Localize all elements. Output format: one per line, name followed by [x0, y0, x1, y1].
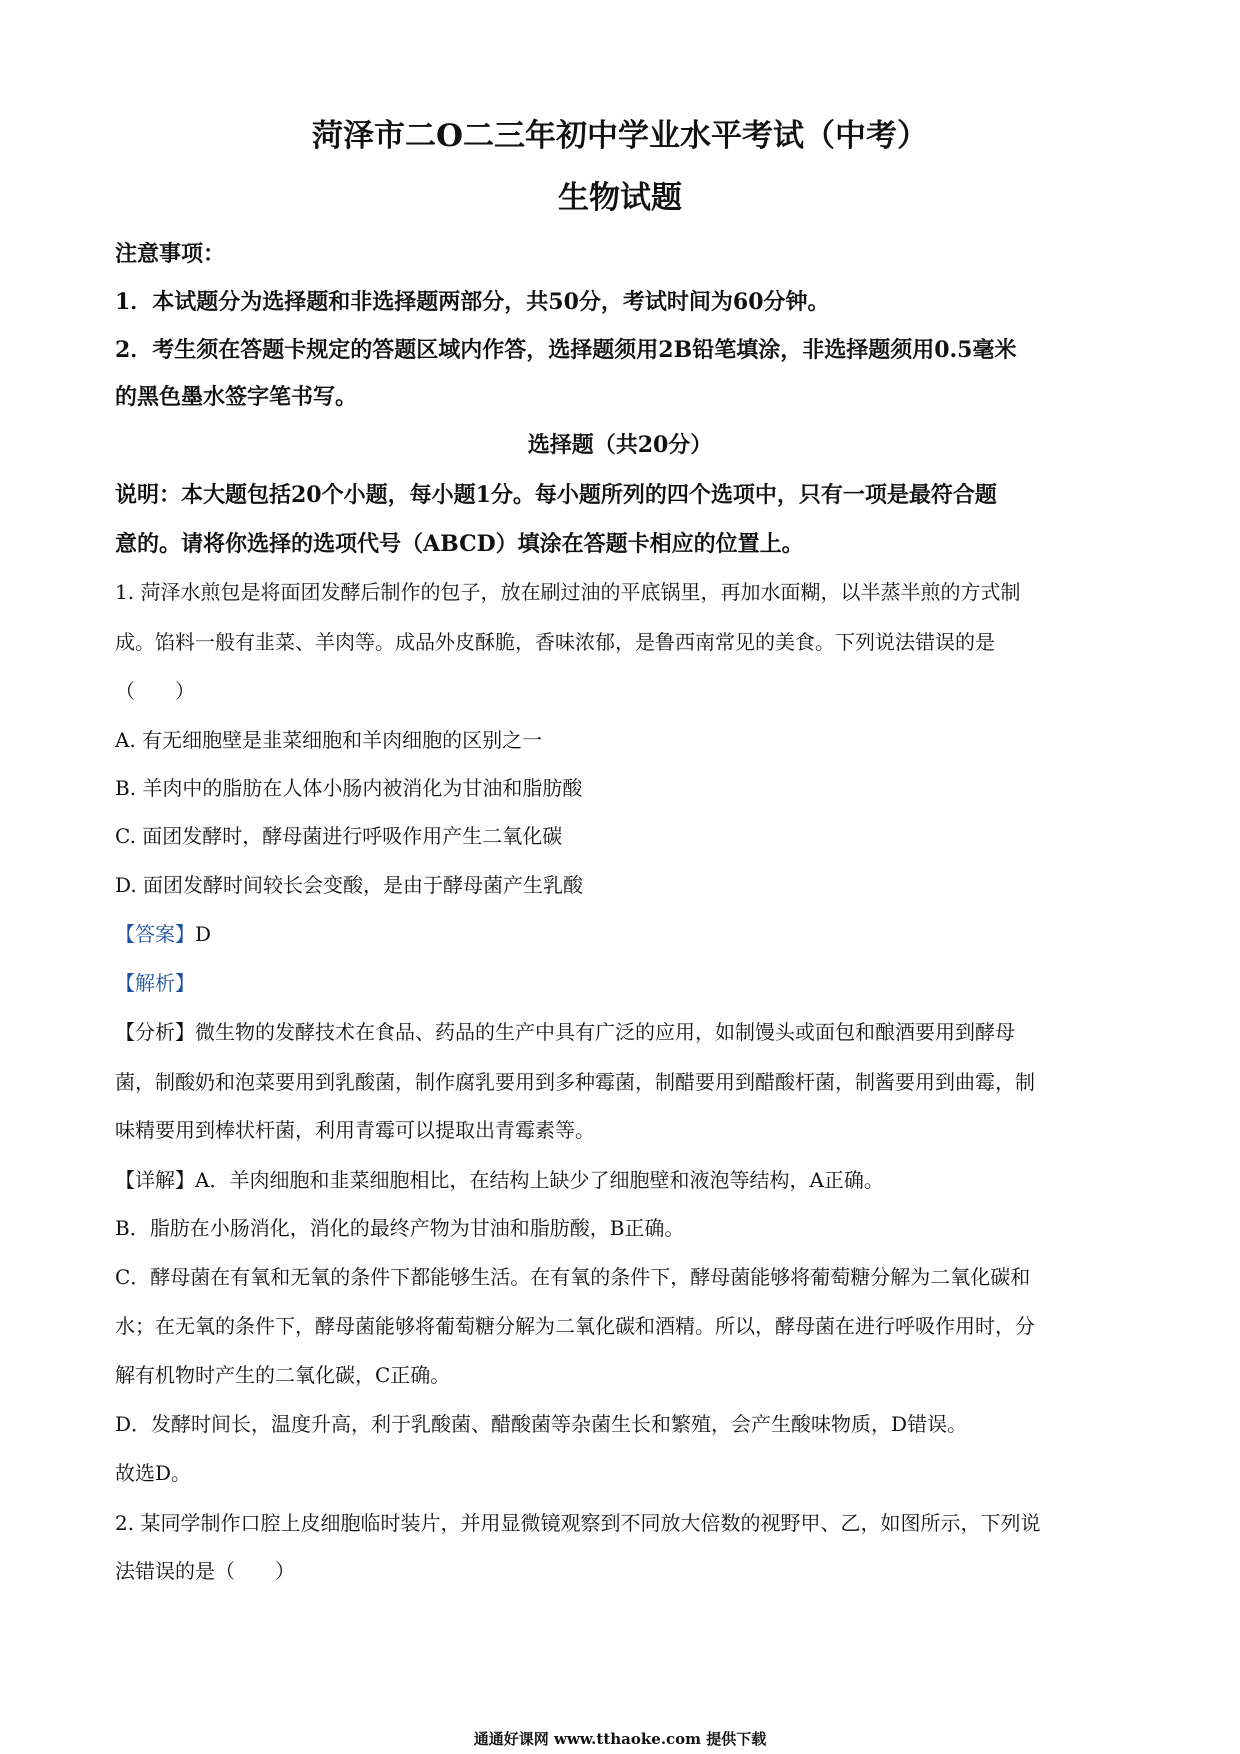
analysis-line: 水；在无氧的条件下，酵母菌能够将葡萄糖分解为二氧化碳和酒精。所以，酵母菌在进行呼吸作用时，分: [115, 1314, 1035, 1338]
answer-value: D: [195, 922, 212, 946]
q1-stem-line-2: 成。馅料一般有韭菜、羊肉等。成品外皮酥脆，香味浓郁，是鲁西南常见的美食。下列说法错误的是: [115, 630, 995, 654]
exam-title: 菏泽市二O二三年初中学业水平考试（中考）: [311, 118, 928, 154]
section-heading: 选择题（共20分）: [527, 432, 713, 458]
q1-answer-blank: （ ）: [115, 679, 195, 703]
q1-stem-line-1: 1. 菏泽水煎包是将面团发酵后制作的包子，放在刷过油的平底锅里，再加水面糊，以半蒸半煎的方式制: [115, 580, 1021, 604]
q1-option-a: A. 有无细胞壁是韭菜细胞和羊肉细胞的区别之一: [115, 728, 543, 752]
analysis-line: D．发酵时间长，温度升高，利于乳酸菌、醋酸菌等杂菌生长和繁殖，会产生酸味物质，D错误。: [115, 1412, 968, 1436]
q2-stem-line-2: 法错误的是（ ）: [115, 1559, 295, 1583]
q2-stem-line-1: 2. 某同学制作口腔上皮细胞临时装片，并用显微镜观察到不同放大倍数的视野甲、乙，如图所示，下列说: [115, 1511, 1041, 1535]
analysis-line: B．脂肪在小肠消化，消化的最终产物为甘油和脂肪酸，B正确。: [115, 1216, 685, 1240]
analysis-line: C．酵母菌在有氧和无氧的条件下都能够生活。在有氧的条件下，酵母菌能够将葡萄糖分解为二氧化碳和: [115, 1265, 1031, 1289]
analysis-line: 解有机物时产生的二氧化碳，C正确。: [115, 1363, 451, 1387]
q1-answer: [115, 918, 211, 947]
analysis-tag: 【解析】: [115, 971, 195, 995]
instructions-line-2: 意的。请将你选择的选项代号（ABCD）填涂在答题卡相应的位置上。: [115, 531, 804, 557]
footer-source: 通通好课网 www.tthaoke.com 提供下载: [473, 1730, 767, 1748]
note-2-line-1: 2．考生须在答题卡规定的答题区域内作答，选择题须用2B铅笔填涂，非选择题须用0.5毫米: [115, 337, 1017, 363]
analysis-line: 菌，制酸奶和泡菜要用到乳酸菌，制作腐乳要用到多种霉菌，制醋要用到醋酸杆菌，制酱要用到曲霉，制: [115, 1070, 1035, 1094]
instructions-line-1: 说明：本大题包括20个小题，每小题1分。每小题所列的四个选项中，只有一项是最符合题: [115, 482, 997, 508]
exam-subtitle: 生物试题: [558, 180, 682, 216]
note-1: 1．本试题分为选择题和非选择题两部分，共50分，考试时间为60分钟。: [115, 289, 830, 315]
q1-option-c: C. 面团发酵时，酵母菌进行呼吸作用产生二氧化碳: [115, 824, 563, 848]
analysis-line: 【详解】A．羊肉细胞和韭菜细胞相比，在结构上缺少了细胞壁和液泡等结构，A正确。: [115, 1168, 884, 1192]
answer-tag: 【答案】: [115, 922, 195, 946]
q1-option-b: B. 羊肉中的脂肪在人体小肠内被消化为甘油和脂肪酸: [115, 776, 583, 800]
analysis-line: 故选D。: [115, 1461, 192, 1485]
q1-option-d: D. 面团发酵时间较长会变酸，是由于酵母菌产生乳酸: [115, 873, 584, 897]
note-2-line-2: 的黑色墨水签字笔书写。: [115, 384, 358, 410]
notes-heading: 注意事项：: [115, 241, 226, 267]
analysis-line: 【分析】微生物的发酵技术在食品、药品的生产中具有广泛的应用，如制馒头或面包和酿酒要用到酵母: [115, 1020, 1015, 1044]
analysis-line: 味精要用到棒状杆菌，利用青霉可以提取出青霉素等。: [115, 1118, 595, 1142]
